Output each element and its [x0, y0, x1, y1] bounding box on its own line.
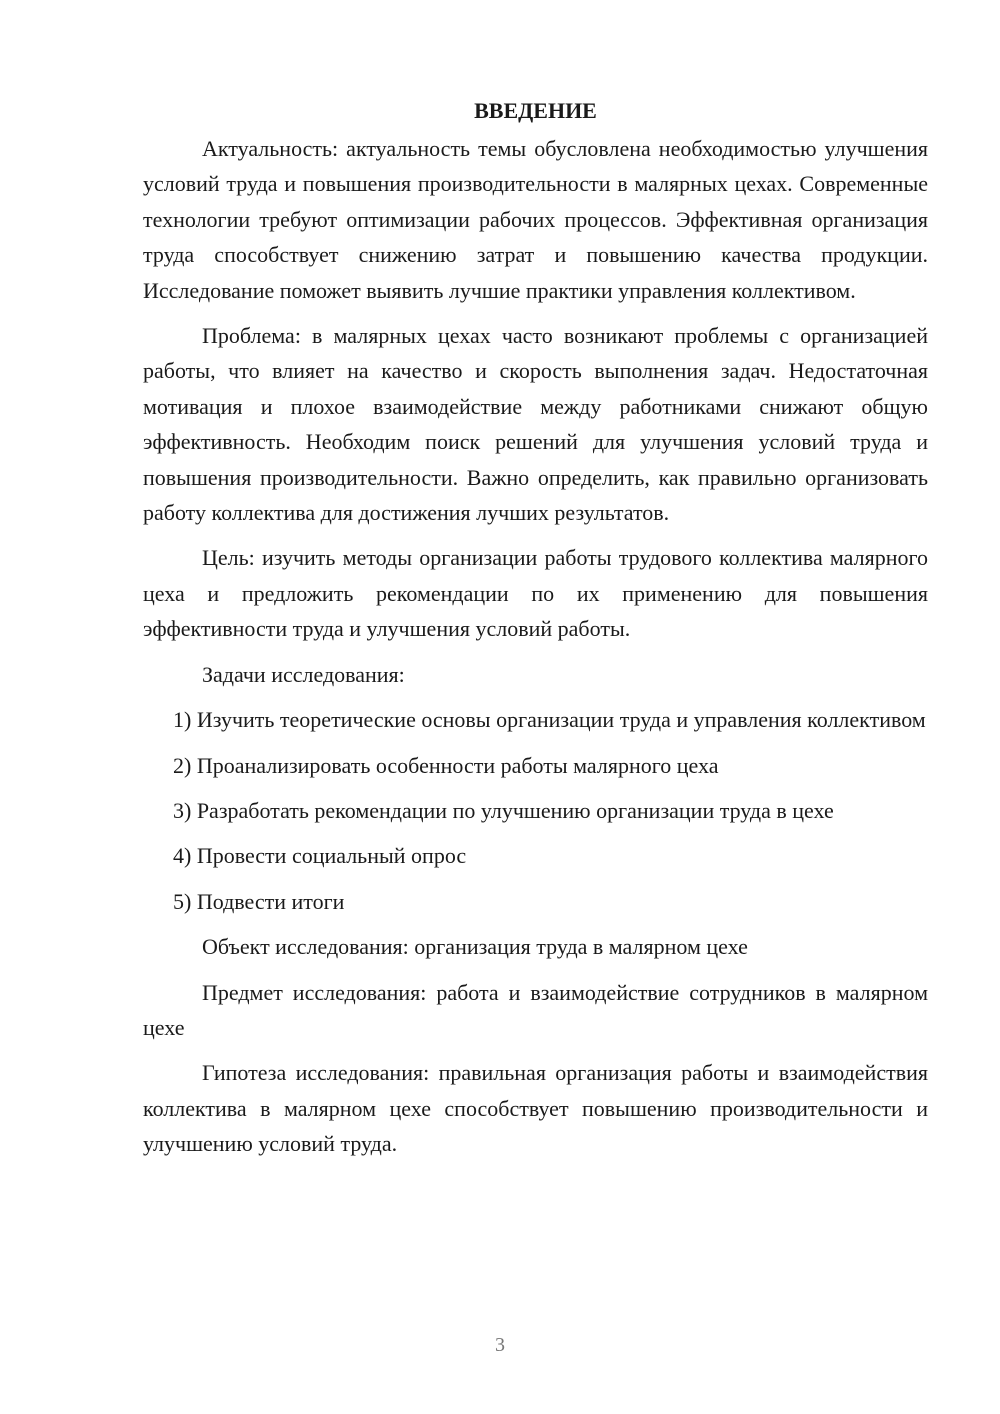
- hypothesis-paragraph: Гипотеза исследования: правильная организация работы и взаимодействия коллектива в малярном цехе способствует повышению производительности и улучшению условий труда.: [143, 1060, 928, 1157]
- page-content: [143, 93, 928, 1162]
- task-item-1: 1) Изучить теоретические основы организации труда и управления коллективом: [173, 707, 926, 733]
- section-title: ВВЕДЕНИЕ: [474, 98, 597, 123]
- goal-paragraph: Цель: изучить методы организации работы трудового коллектива малярного цеха и предложить рекомендации по их применению для повышения эффективности труда и улучшения условий работы.: [143, 545, 928, 642]
- object-paragraph: Объект исследования: организация труда в малярном цехе: [202, 934, 748, 960]
- task-item-5: 5) Подвести итоги: [173, 888, 345, 914]
- task-item-4: 4) Провести социальный опрос: [173, 843, 467, 869]
- tasks-heading: Задачи исследования:: [202, 661, 405, 687]
- problem-paragraph: Проблема: в малярных цехах часто возникают проблемы с организацией работы, что влияет на качество и скорость выполнения задач. Недостаточная мотивация и плохое взаимодействие между работниками снижают общую эффективность. Необходим поиск решений для улучшения условий труда и повышения производительности. Важно определить, как правильно организовать работу коллектива для достижения лучших результатов.: [143, 323, 928, 526]
- relevance-paragraph: Актуальность: актуальность темы обусловлена необходимостью улучшения условий труда и повышения производительности в малярных цехах. Современные технологии требуют оптимизации рабочих процессов. Эффективная организация труда способствует снижению затрат и повышению качества продукции. Исследование поможет выявить лучшие практики управления коллективом.: [143, 136, 928, 303]
- task-item-2: 2) Проанализировать особенности работы малярного цеха: [173, 752, 719, 778]
- task-item-3: 3) Разработать рекомендации по улучшению организации труда в цехе: [173, 797, 834, 823]
- page-number: 3: [495, 1334, 505, 1356]
- subject-paragraph: Предмет исследования: работа и взаимодействие сотрудников в малярном цехе: [143, 979, 928, 1040]
